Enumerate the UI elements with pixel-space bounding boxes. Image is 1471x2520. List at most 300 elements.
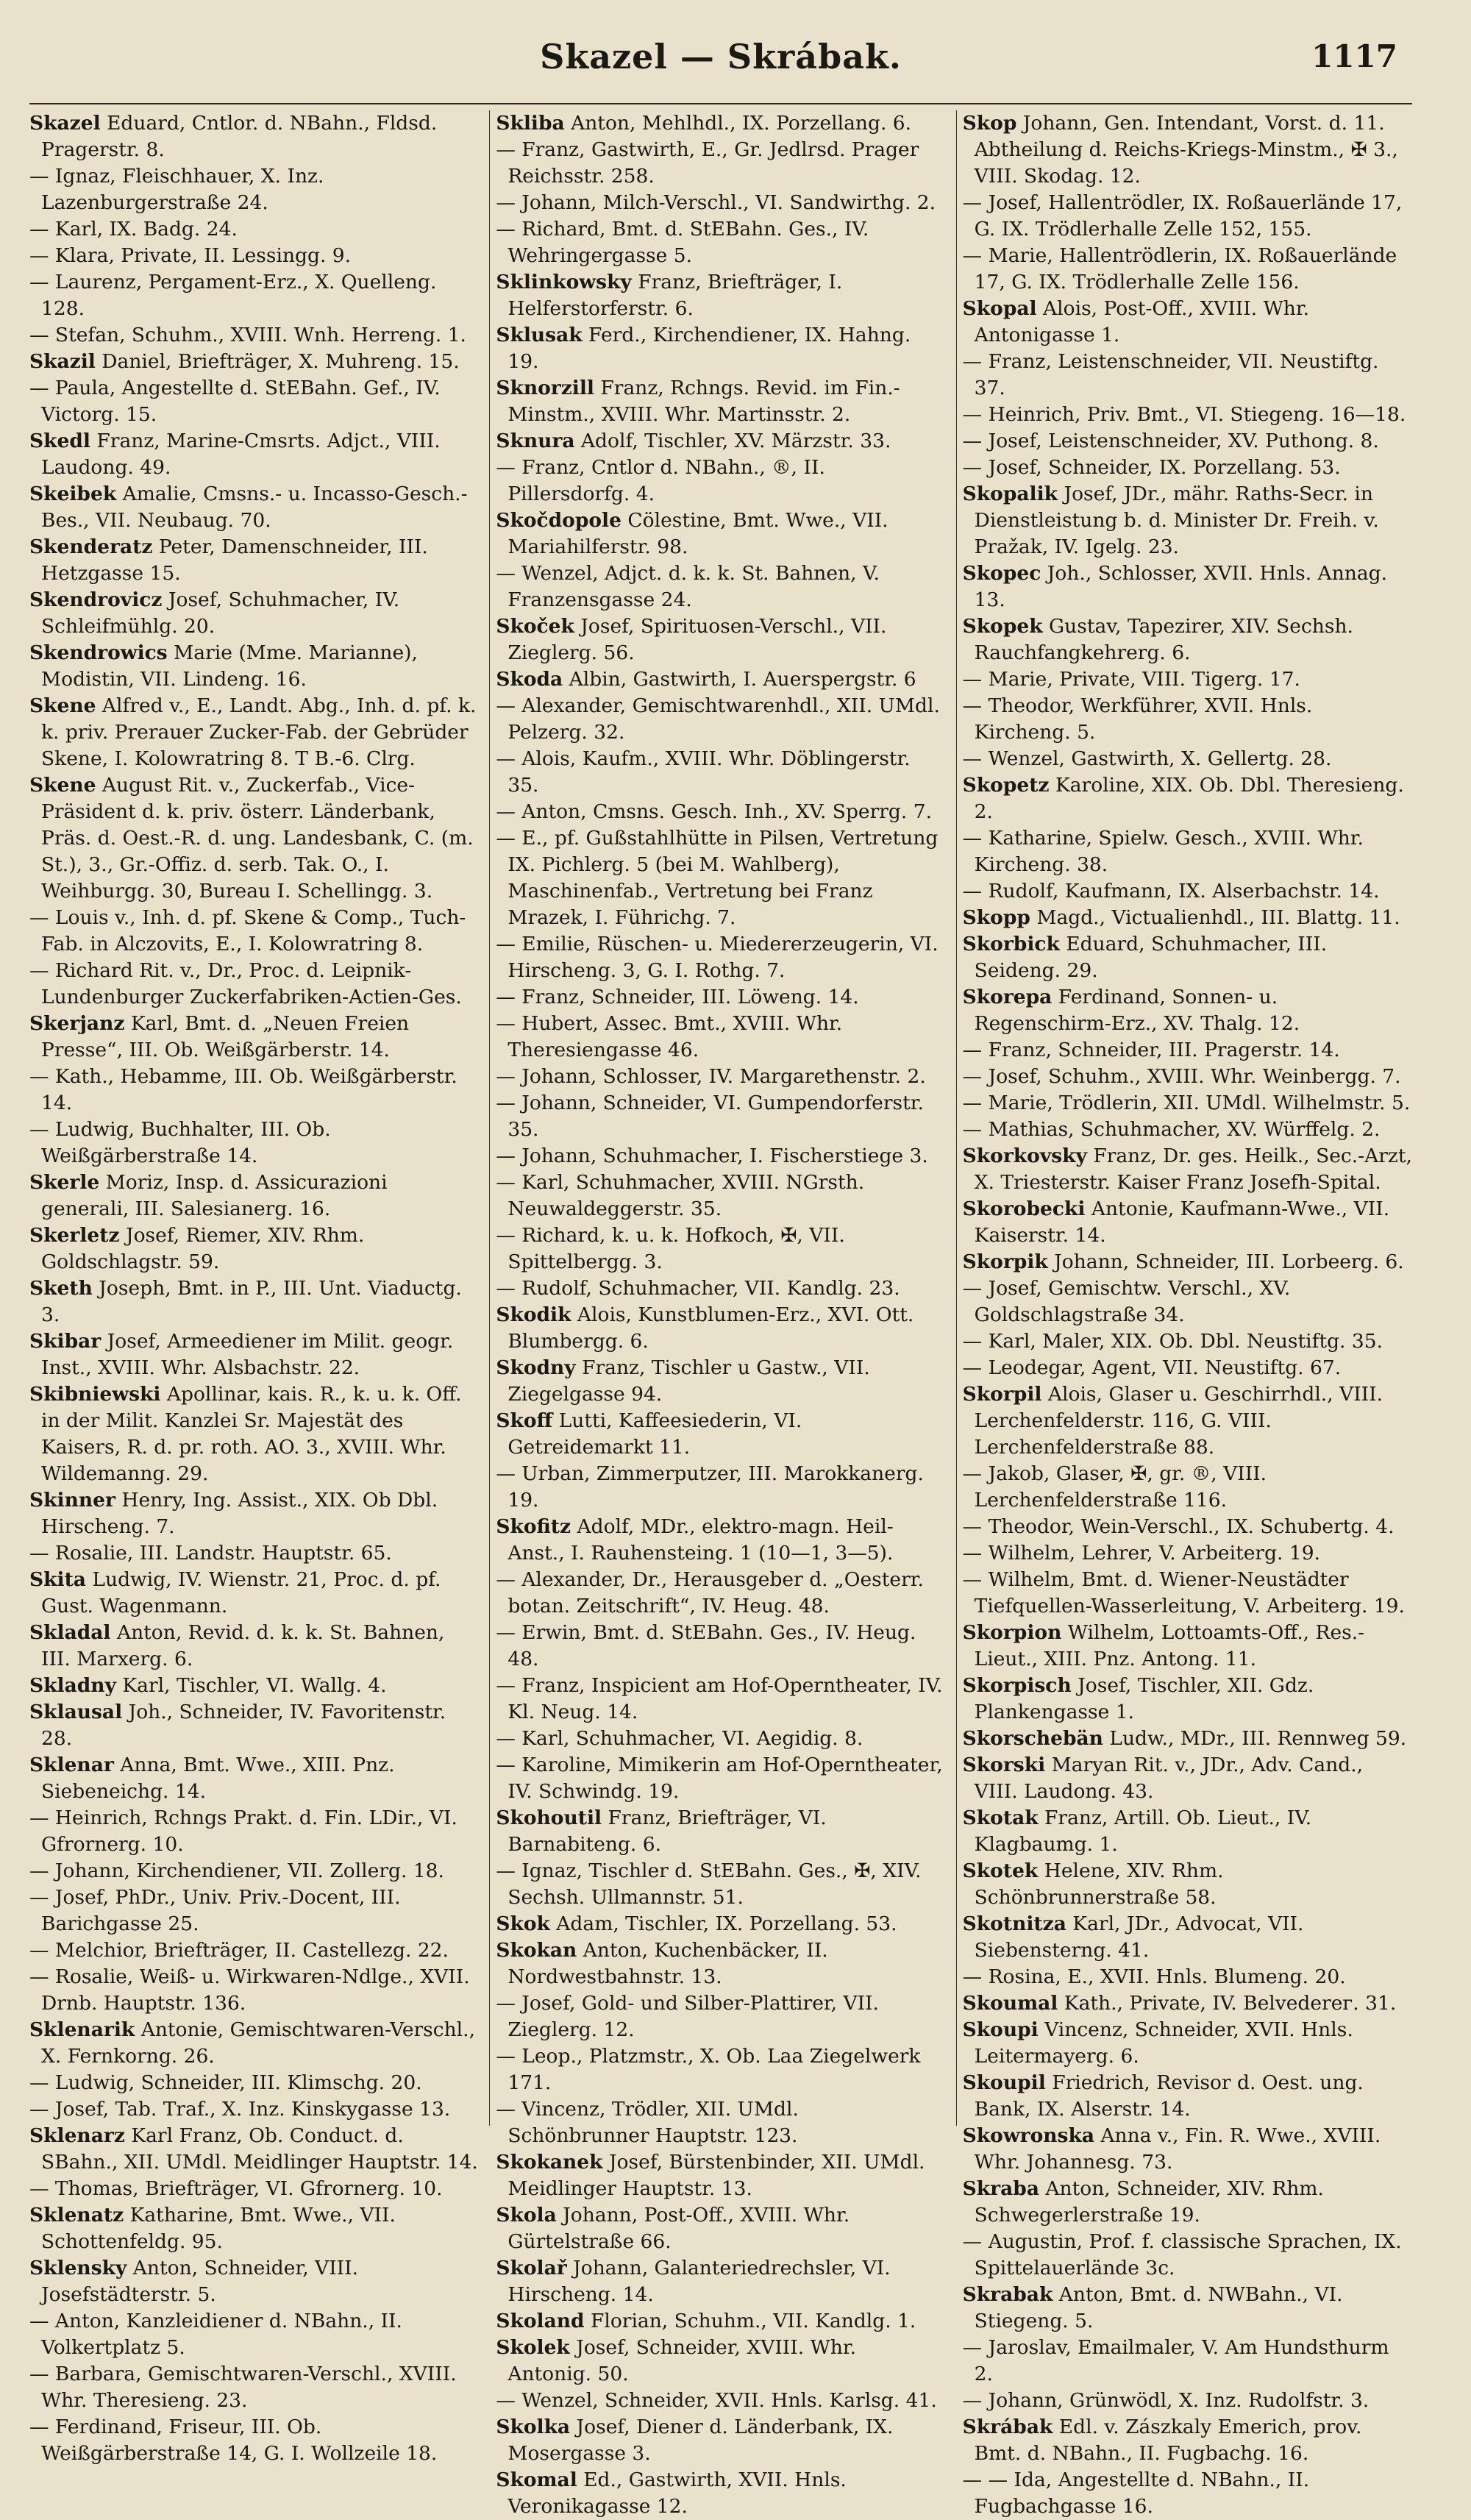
directory-entry xyxy=(29,1964,479,2017)
entry-details: Anna, Bmt. Wwe., XIII. Pnz. Siebeneichg. 14. xyxy=(41,1754,395,1803)
entry-surname: — xyxy=(29,1965,49,1988)
entry-surname: — xyxy=(496,1754,516,1776)
entry-details: Paula, Angestellte d. StEBahn. Gef., IV. Victorg. 15. xyxy=(41,377,441,426)
entry-surname: Skok xyxy=(496,1912,550,1935)
entry-surname: — xyxy=(496,694,516,717)
entry-details: Katharine, Bmt. Wwe., VII. Schottenfeldg. 95. xyxy=(41,2204,396,2253)
entry-details: Franz, Tischler u Gastw., VII. Ziegelgasse 94. xyxy=(507,1356,870,1406)
directory-entry xyxy=(496,1355,945,1408)
entry-details: Josef, Hallentrödler, IX. Roßauerlände 17, G. IX. Trödlerhalle Zelle 152, 155. xyxy=(974,191,1403,241)
entry-surname: Sklausal xyxy=(29,1701,123,1723)
entry-details: Anton, Bmt. d. NWBahn., VI. Stiegeng. 5. xyxy=(974,2283,1343,2332)
directory-entry xyxy=(963,772,1412,825)
entry-details: Ludwig, IV. Wienstr. 21, Proc. d. pf. Gust. Wagenmann. xyxy=(41,1568,441,1617)
entry-details: Albin, Gastwirth, I. Auerspergstr. 6 xyxy=(563,668,916,691)
entry-surname: — xyxy=(496,1145,516,1167)
entry-surname: — — xyxy=(962,2469,1008,2491)
entry-surname: Skodny xyxy=(496,1356,576,1379)
entry-surname: — xyxy=(962,350,983,373)
entry-details: Kath., Private, IV. Belvederег. 31. xyxy=(1058,1992,1397,2015)
directory-entry xyxy=(963,296,1412,349)
directory-entry xyxy=(29,110,479,163)
directory-entry xyxy=(29,1064,479,1117)
entry-surname: Sklenarz xyxy=(29,2124,125,2147)
directory-entry xyxy=(963,455,1412,481)
entry-surname: Skendrovicz xyxy=(29,588,163,611)
directory-entry xyxy=(963,1752,1412,1805)
entry-surname: — xyxy=(962,827,983,850)
directory-entry xyxy=(496,216,945,269)
entry-surname: Skomal xyxy=(496,2469,577,2491)
entry-surname: — xyxy=(962,1330,983,1353)
entry-surname: Skoupil xyxy=(962,2071,1046,2094)
entry-surname: Skorschebän xyxy=(962,1727,1103,1750)
header-rule xyxy=(29,103,1412,104)
directory-entry xyxy=(963,110,1412,190)
entry-surname: — xyxy=(962,1065,983,1088)
entry-details: Karl, Schuhmacher, XVIII. NGrsth. Neuwaldeggerstr. 35. xyxy=(507,1171,865,1220)
directory-entry xyxy=(963,1514,1412,1540)
entry-surname: Skorpil xyxy=(962,1383,1042,1406)
directory-entry xyxy=(496,2043,945,2096)
entry-details: Josef, Gold- und Silber-Plattirer, VII. Zieglerg. 12. xyxy=(507,1992,879,2041)
directory-entry xyxy=(496,428,945,455)
entry-details: Leodegar, Agent, VII. Neustiftg. 67. xyxy=(982,1356,1342,1379)
entry-surname: Skopetz xyxy=(962,774,1050,797)
entry-details: Melchior, Briefträger, II. Castellezg. 22. xyxy=(49,1939,449,1962)
directory-entry xyxy=(963,878,1412,905)
entry-details: Eduard, Schuhmacher, III. Seideng. 29. xyxy=(974,933,1328,982)
entry-surname: Skendrowics xyxy=(29,641,168,664)
entry-details: E., pf. Gußstahlhütte in Pilsen, Vertretung IX. Pichlerg. 5 (bei M. Wahlberg), Maschinenfab., Vertretung bei Franz Mrazek, I. Führichg. 7. xyxy=(507,827,938,929)
entry-surname: Skazil xyxy=(29,350,96,373)
entry-details: Alois, Post-Off., XVIII. Whr. Antonigasse 1. xyxy=(974,297,1310,346)
directory-entry xyxy=(496,375,945,428)
directory-entry xyxy=(963,560,1412,613)
entry-surname: — xyxy=(962,880,983,903)
entry-details: Franz, Schneider, III. Pragerstr. 14. xyxy=(982,1039,1340,1061)
entry-surname: — xyxy=(962,1515,983,1538)
directory-entry xyxy=(29,2255,479,2308)
entry-details: Rosalie, III. Landstr. Hauptstr. 65. xyxy=(49,1542,392,1565)
directory-entry xyxy=(29,243,479,269)
entry-details: Helene, XIV. Rhm. Schönbrunnerstraße 58. xyxy=(974,1859,1224,1909)
entry-details: Josef, Gemischtw. Verschl., XV. Goldschlagstraße 34. xyxy=(974,1277,1291,1326)
directory-entry xyxy=(29,1170,479,1222)
entry-surname: — xyxy=(962,1356,983,1379)
entry-details: Heinrich, Rchngs Prakt. d. Fin. LDir., VI. Gfrornerg. 10. xyxy=(41,1807,457,1856)
directory-entry xyxy=(963,1196,1412,1249)
entry-surname: Skoda xyxy=(496,668,563,691)
directory-entry xyxy=(963,1540,1412,1567)
directory-entry xyxy=(496,2096,945,2149)
entry-details: Leop., Platzmstr., X. Ob. Laa Ziegelwerk 171. xyxy=(507,2045,921,2094)
entry-surname: Skerle xyxy=(29,1171,100,1194)
entry-surname: Sklenatz xyxy=(29,2204,124,2227)
entry-surname: Skopp xyxy=(962,906,1030,929)
entry-details: Josef, Diener d. Länderbank, IX. Mosergasse 3. xyxy=(507,2416,894,2465)
directory-entry xyxy=(963,1143,1412,1196)
entry-surname: — xyxy=(29,218,49,241)
directory-entry xyxy=(963,1064,1412,1090)
entry-surname: Skolek xyxy=(496,2336,570,2359)
entry-details: Wenzel, Adjct. d. k. k. St. Bahnen, V. Franzensgasse 24. xyxy=(507,562,880,611)
directory-entry xyxy=(496,1302,945,1355)
column-3 xyxy=(956,110,1412,2518)
entry-surname: — xyxy=(962,1568,983,1591)
entry-details: Kath., Hebamme, III. Ob. Weißgärberstr. 14. xyxy=(41,1065,457,1114)
directory-entry xyxy=(496,110,945,137)
directory-entry xyxy=(963,984,1412,1037)
directory-entry xyxy=(496,322,945,375)
entry-surname: Sklinkowsky xyxy=(496,271,632,293)
directory-entry xyxy=(29,2308,479,2361)
directory-entry xyxy=(29,349,479,375)
directory-entry xyxy=(29,1540,479,1567)
entry-surname: Skokanek xyxy=(496,2151,603,2174)
entry-surname: — xyxy=(962,1118,983,1141)
entry-surname: — xyxy=(496,986,516,1008)
entry-surname: Skliba xyxy=(496,112,565,135)
directory-entry xyxy=(29,2176,479,2202)
entry-details: Urban, Zimmerputzer, III. Marokkanerg. 19. xyxy=(507,1462,924,1512)
directory-entry xyxy=(496,2388,945,2414)
entry-details: Alois, Glaser u. Geschirrhdl., VIII. Lerchenfelderstr. 116, G. VIII. Lerchenfelderstraße 88. xyxy=(974,1383,1383,1459)
entry-surname: — xyxy=(496,1092,516,1114)
entry-details: August Rit. v., Zuckerfab., Vice-Präsident d. k. priv. österr. Länderbank, Präs. d. Oest.-R. d. ung. Landesbank, C. (m. St.), 3., Gr.-Offiz. d. serb. Tak. O., I. Weihburgg. 30, Bureau I. Schellingg. 3. xyxy=(41,774,474,903)
entry-details: Josef, Riemer, XIV. Rhm. Goldschlagstr. 59. xyxy=(41,1224,365,1273)
directory-entry xyxy=(963,1620,1412,1673)
entry-details: Joh., Schneider, IV. Favoritenstr. 28. xyxy=(41,1701,446,1750)
entry-surname: Skene xyxy=(29,694,96,717)
directory-entry xyxy=(496,1752,945,1805)
directory-entry xyxy=(29,958,479,1011)
directory-entry xyxy=(29,2361,479,2414)
directory-entry xyxy=(29,1381,479,1487)
entry-surname: — xyxy=(962,1092,983,1114)
page-number: 1117 xyxy=(1311,38,1397,74)
entry-surname: Sklenarik xyxy=(29,2018,135,2041)
entry-details: Joseph, Bmt. in P., III. Unt. Viaductg. 3. xyxy=(41,1277,462,1326)
entry-surname: — xyxy=(29,1807,49,1829)
entry-surname: — xyxy=(29,377,49,399)
directory-entry xyxy=(963,2414,1412,2467)
entry-surname: Skerjanz xyxy=(29,1012,125,1035)
directory-entry xyxy=(29,269,479,322)
entry-surname: — xyxy=(496,747,516,770)
directory-entry xyxy=(496,1514,945,1567)
directory-entry xyxy=(496,1911,945,1937)
entry-details: Hubert, Assec. Bmt., XVIII. Whr. Theresiengasse 46. xyxy=(507,1012,843,1061)
entry-details: Maryan Rit. v., JDr., Adv. Cand., VIII. Laudong. 43. xyxy=(974,1754,1364,1803)
entry-details: Magd., Victualienhdl., III. Blattg. 11. xyxy=(1030,906,1400,929)
directory-entry xyxy=(496,1461,945,1514)
entry-details: Richard, Bmt. d. StEBahn. Ges., IV. Wehringergasse 5. xyxy=(507,218,869,267)
entry-surname: — xyxy=(29,2177,49,2200)
entry-surname: Skofitz xyxy=(496,1515,571,1538)
directory-entry xyxy=(963,1964,1412,1990)
entry-details: Heinrich, Priv. Bmt., VI. Stiegeng. 16—18. xyxy=(982,403,1406,426)
directory-page xyxy=(29,29,1412,2518)
entry-surname: — xyxy=(496,1277,516,1300)
entry-surname: Skazel xyxy=(29,112,101,135)
directory-entry xyxy=(496,1990,945,2043)
directory-entry xyxy=(963,613,1412,666)
entry-details: Peter, Damenschneider, III. Hetzgasse 15. xyxy=(41,535,428,585)
entry-details: Erwin, Bmt. d. StEBahn. Ges., IV. Heug. 48. xyxy=(507,1621,916,1670)
directory-entry xyxy=(963,746,1412,772)
entry-details: Johann, Post-Off., XVIII. Whr. Gürtelstraße 66. xyxy=(507,2204,850,2253)
directory-entry xyxy=(963,825,1412,878)
entry-details: Gustav, Tapezirer, XIV. Sechsh. Rauchfangkehrerg. 6. xyxy=(974,615,1353,664)
directory-entry xyxy=(496,2335,945,2388)
directory-entry xyxy=(29,2202,479,2255)
directory-entry xyxy=(29,216,479,243)
directory-entry xyxy=(496,931,945,984)
directory-entry xyxy=(29,1275,479,1328)
directory-entry xyxy=(963,693,1412,746)
directory-entry xyxy=(963,1911,1412,1964)
entry-surname: Skotak xyxy=(962,1807,1039,1829)
entry-details: Anton, Kanzleidiener d. NBahn., II. Volkertplatz 5. xyxy=(41,2310,402,2359)
entry-surname: — xyxy=(962,1965,983,1988)
entry-surname: — xyxy=(496,1992,516,2015)
entry-surname: Skohoutil xyxy=(496,1807,602,1829)
entry-surname: — xyxy=(496,1171,516,1194)
entry-details: Wenzel, Schneider, XVII. Hnls. Karlsg. 41. xyxy=(515,2389,937,2412)
entry-surname: Skladny xyxy=(29,1674,116,1697)
entry-details: Klara, Private, II. Lessingg. 9. xyxy=(49,244,352,267)
directory-entry xyxy=(963,2282,1412,2335)
entry-surname: Skorbick xyxy=(962,933,1060,955)
entry-details: Johann, Galanteriedrechsler, VI. Hirscheng. 14. xyxy=(507,2257,891,2306)
entry-details: Laurenz, Pergament-Erz., X. Quelleng. 128. xyxy=(41,271,437,320)
entry-surname: Skola xyxy=(496,2204,557,2227)
entry-surname: — xyxy=(496,1727,516,1750)
entry-surname: Skočdopole xyxy=(496,509,621,532)
entry-surname: Skopalik xyxy=(962,483,1058,505)
directory-entry xyxy=(29,1699,479,1752)
directory-entry xyxy=(29,1884,479,1937)
entry-surname: — xyxy=(962,1039,983,1061)
entry-details: Karoline, XIX. Ob. Dbl. Theresieng. 2. xyxy=(974,774,1404,823)
entry-surname: Skolka xyxy=(496,2416,571,2438)
directory-entry xyxy=(963,481,1412,560)
entry-surname: — xyxy=(496,2389,516,2412)
directory-entry xyxy=(29,587,479,640)
entry-surname: — xyxy=(496,456,516,479)
entry-details: Adolf, MDr., elektro-magn. Heil-Anst., I. Rauhensteing. 1 (10—1, 3—5). xyxy=(507,1515,894,1565)
entry-surname: — xyxy=(29,324,49,346)
directory-entry xyxy=(963,190,1412,243)
directory-entry xyxy=(496,1090,945,1143)
entry-details: Josef, Armeediener im Milit. geogr. Inst., XVIII. Whr. Alsbachstr. 22. xyxy=(41,1330,454,1379)
entry-details: Johann, Schneider, III. Lorbeerg. 6. xyxy=(1047,1250,1404,1273)
entry-surname: Skorpion xyxy=(962,1621,1062,1644)
entry-details: Thomas, Briefträger, VI. Gfrornerg. 10. xyxy=(49,2177,443,2200)
entry-details: Franz, Leistenschneider, VII. Neustiftg. 37. xyxy=(974,350,1379,399)
directory-entry xyxy=(496,1567,945,1620)
directory-entry xyxy=(496,1858,945,1911)
entry-details: Emilie, Rüschen- u. Miedererzeugerin, VI. Hirscheng. 3, G. I. Rothg. 7. xyxy=(507,933,938,982)
entry-details: Anton, Mehlhdl., IX. Porzellang. 6. xyxy=(564,112,912,135)
entry-details: Franz, Inspicient am Hof-Operntheater, IV. Kl. Neug. 14. xyxy=(507,1674,943,1723)
directory-entry xyxy=(963,905,1412,931)
entry-surname: — xyxy=(29,271,49,293)
entry-details: Theodor, Wein-Verschl., IX. Schubertg. 4. xyxy=(982,1515,1395,1538)
directory-entry xyxy=(29,1011,479,1064)
entry-surname: Skop xyxy=(962,112,1017,135)
directory-entry xyxy=(496,693,945,746)
entry-surname: — xyxy=(496,2098,516,2121)
entry-surname: — xyxy=(962,2336,983,2359)
directory-entry xyxy=(29,1222,479,1275)
directory-entry xyxy=(29,1752,479,1805)
entry-surname: Skrábak xyxy=(962,2416,1053,2438)
entry-details: Franz, Artill. Ob. Lieut., IV. Klagbaumg. 1. xyxy=(974,1807,1312,1856)
directory-entry xyxy=(496,1726,945,1752)
entry-details: Florian, Schuhm., VII. Kandlg. 1. xyxy=(584,2310,916,2332)
entry-details: Anna v., Fin. R. Wwe., XVIII. Whr. Johannesg. 73. xyxy=(974,2124,1381,2174)
entry-surname: — xyxy=(496,1674,516,1697)
directory-entry xyxy=(496,1805,945,1858)
entry-surname: — xyxy=(962,694,983,717)
directory-entry xyxy=(963,1567,1412,1620)
entry-surname: Skeibek xyxy=(29,483,117,505)
directory-entry xyxy=(963,931,1412,984)
entry-details: Alois, Kaufm., XVIII. Whr. Döblingerstr. 35. xyxy=(507,747,911,797)
entry-details: Josef, PhDr., Univ. Priv.-Docent, III. Barichgasse 25. xyxy=(41,1886,401,1935)
entry-details: Alexander, Dr., Herausgeber d. „Oesterr. botan. Zeitschrift“, IV. Heug. 48. xyxy=(507,1568,924,1617)
entry-details: Karl, Maler, XIX. Ob. Dbl. Neustiftg. 35. xyxy=(982,1330,1383,1353)
directory-entry xyxy=(963,1090,1412,1117)
page-title: Skazel — Skrábak. xyxy=(540,37,902,76)
directory-entry xyxy=(496,560,945,613)
entry-surname: — xyxy=(496,218,516,241)
directory-entry xyxy=(496,2149,945,2202)
entry-details: Josef, Spirituosen-Verschl., VII. Zieglerg. 56. xyxy=(507,615,887,664)
entry-details: Josef, Schneider, XVIII. Whr. Antonig. 50. xyxy=(507,2336,857,2385)
directory-entry xyxy=(963,1249,1412,1275)
entry-surname: — xyxy=(496,827,516,850)
entry-details: Anton, Cmsns. Gesch. Inh., XV. Sperrg. 7. xyxy=(515,800,933,823)
entry-details: Franz, Cntlor d. NBahn., ®, II. Pillersdorfg. 4. xyxy=(507,456,825,505)
entry-details: Apollinar, kais. R., k. u. k. Off. in der Milit. Kanzlei Sr. Majestät des Kaisers, R. d. pr. roth. AO. 3., XVIII. Whr. Wildemanng. 29. xyxy=(41,1383,462,1485)
entry-surname: Skodik xyxy=(496,1303,571,1326)
entry-surname: — xyxy=(962,244,983,267)
directory-entry xyxy=(496,799,945,825)
directory-entry xyxy=(29,772,479,905)
entry-details: Karl, IX. Badg. 24. xyxy=(49,218,238,241)
directory-entry xyxy=(29,2017,479,2070)
entry-surname: — xyxy=(962,430,983,452)
entry-surname: — xyxy=(496,1621,516,1644)
entry-details: Edl. v. Zászkaly Emerich, prov. Bmt. d. NBahn., II. Fugbachg. 16. xyxy=(974,2416,1362,2465)
directory-entry xyxy=(963,2229,1412,2282)
entry-surname: Skopec xyxy=(962,562,1041,585)
entry-details: Anton, Schneider, XIV. Rhm. Schwegerlerstraße 19. xyxy=(974,2177,1324,2227)
entry-details: Adolf, Tischler, XV. Märzstr. 33. xyxy=(574,430,891,452)
directory-entry xyxy=(29,375,479,428)
directory-entry xyxy=(963,1275,1412,1328)
directory-entry xyxy=(963,2335,1412,2388)
directory-entry xyxy=(496,1937,945,1990)
directory-entry xyxy=(496,1064,945,1090)
entry-details: Antonie, Gemischtwaren-Verschl., X. Fernkorng. 26. xyxy=(41,2018,475,2068)
entry-surname: Sknura xyxy=(496,430,575,452)
directory-entry xyxy=(29,1328,479,1381)
entry-surname: — xyxy=(29,2071,49,2094)
entry-details: Josef, Schneider, IX. Porzellang. 53. xyxy=(982,456,1341,479)
entry-surname: — xyxy=(496,1568,516,1591)
entry-details: Johann, Gen. Intendant, Vorst. d. 11. Abtheilung d. Reichs-Kriegs-Minstm., ✠ 3., VIII. Skodag. 12. xyxy=(974,112,1398,188)
entry-details: Franz, Dr. ges. Heilk., Sec.-Arzt, X. Triesterstr. Kaiser Franz Josefh-Spital. xyxy=(974,1145,1412,1194)
entry-details: Daniel, Briefträger, X. Muhreng. 15. xyxy=(95,350,460,373)
directory-entry xyxy=(963,2070,1412,2123)
directory-entry xyxy=(496,666,945,693)
entry-surname: Skrabak xyxy=(962,2283,1053,2306)
entry-surname: — xyxy=(29,244,49,267)
entry-surname: Skerletz xyxy=(29,1224,120,1247)
entry-details: Katharine, Spielw. Gesch., XVIII. Whr. Kircheng. 38. xyxy=(974,827,1364,876)
directory-entry xyxy=(963,2388,1412,2414)
directory-entry xyxy=(496,2202,945,2255)
entry-surname: — xyxy=(29,906,49,929)
entry-details: Franz, Briefträger, VI. Barnabiteng. 6. xyxy=(507,1807,827,1856)
entry-surname: Skladal xyxy=(29,1621,111,1644)
entry-surname: — xyxy=(29,2416,49,2438)
entry-details: Josef, JDr., mähr. Raths-Secr. in Dienstleistung b. d. Minister Dr. Freih. v. Pražak, IV. Igelg. 23. xyxy=(974,483,1379,558)
entry-surname: Skoček xyxy=(496,615,574,638)
directory-entry xyxy=(29,2414,479,2467)
directory-entry xyxy=(496,2414,945,2467)
entry-details: Anton, Revid. d. k. k. St. Bahnen, III. Marxerg. 6. xyxy=(41,1621,445,1670)
directory-entry xyxy=(496,746,945,799)
entry-surname: Sketh xyxy=(29,1277,93,1300)
entry-details: Friedrich, Revisor d. Oest. ung. Bank, IX. Alserstr. 14. xyxy=(974,2071,1364,2121)
entry-surname: — xyxy=(496,1012,516,1035)
entry-details: Stefan, Schuhm., XVIII. Wnh. Herreng. 1. xyxy=(49,324,466,346)
entry-details: Rosalie, Weiß- u. Wirkwaren-Ndlge., XVII. Drnb. Hauptstr. 136. xyxy=(41,1965,470,2015)
directory-entry xyxy=(963,1381,1412,1461)
entry-surname: Skowronska xyxy=(962,2124,1094,2147)
entry-details: Karoline, Mimikerin am Hof-Operntheater, IV. Schwindg. 19. xyxy=(507,1754,943,1803)
entry-details: Mathias, Schuhmacher, XV. Würffelg. 2. xyxy=(982,1118,1381,1141)
entry-details: Ferdinand, Sonnen- u. Regenschirm-Erz., XV. Thalg. 12. xyxy=(974,986,1300,1035)
entry-surname: — xyxy=(29,1542,49,1565)
entry-surname: — xyxy=(496,933,516,955)
entry-surname: — xyxy=(29,165,49,188)
entry-details: Josef, Schuhm., XVIII. Whr. Weinbergg. 7. xyxy=(982,1065,1401,1088)
directory-entry xyxy=(29,1487,479,1540)
entry-surname: — xyxy=(962,1277,983,1300)
entry-details: Marie, Hallentrödlerin, IX. Roßauerlände 17, G. IX. Trödlerhalle Zelle 156. xyxy=(974,244,1397,293)
directory-entry xyxy=(29,163,479,216)
entry-surname: — xyxy=(962,1542,983,1565)
entry-surname: — xyxy=(496,1224,516,1247)
entry-surname: Skoumal xyxy=(962,1992,1058,2015)
entry-details: Barbara, Gemischtwaren-Verschl., XVIII. Whr. Theresieng. 23. xyxy=(41,2363,457,2412)
directory-entry xyxy=(963,1673,1412,1726)
entry-details: Eduard, Cntlor. d. NBahn., Fldsd. Pragerstr. 8. xyxy=(41,112,438,161)
entry-details: Lutti, Kaffeesiederin, VI. Getreidemarkt 11. xyxy=(507,1409,802,1459)
entry-surname: — xyxy=(29,2363,49,2385)
directory-entry xyxy=(963,1858,1412,1911)
entry-details: Louis v., Inh. d. pf. Skene & Comp., Tuch-Fab. in Alczovits, E., I. Kolowratring 8. xyxy=(41,906,466,955)
entry-surname: Skoupi xyxy=(962,2018,1039,2041)
entry-surname: — xyxy=(29,959,49,982)
directory-entry xyxy=(496,2467,945,2520)
